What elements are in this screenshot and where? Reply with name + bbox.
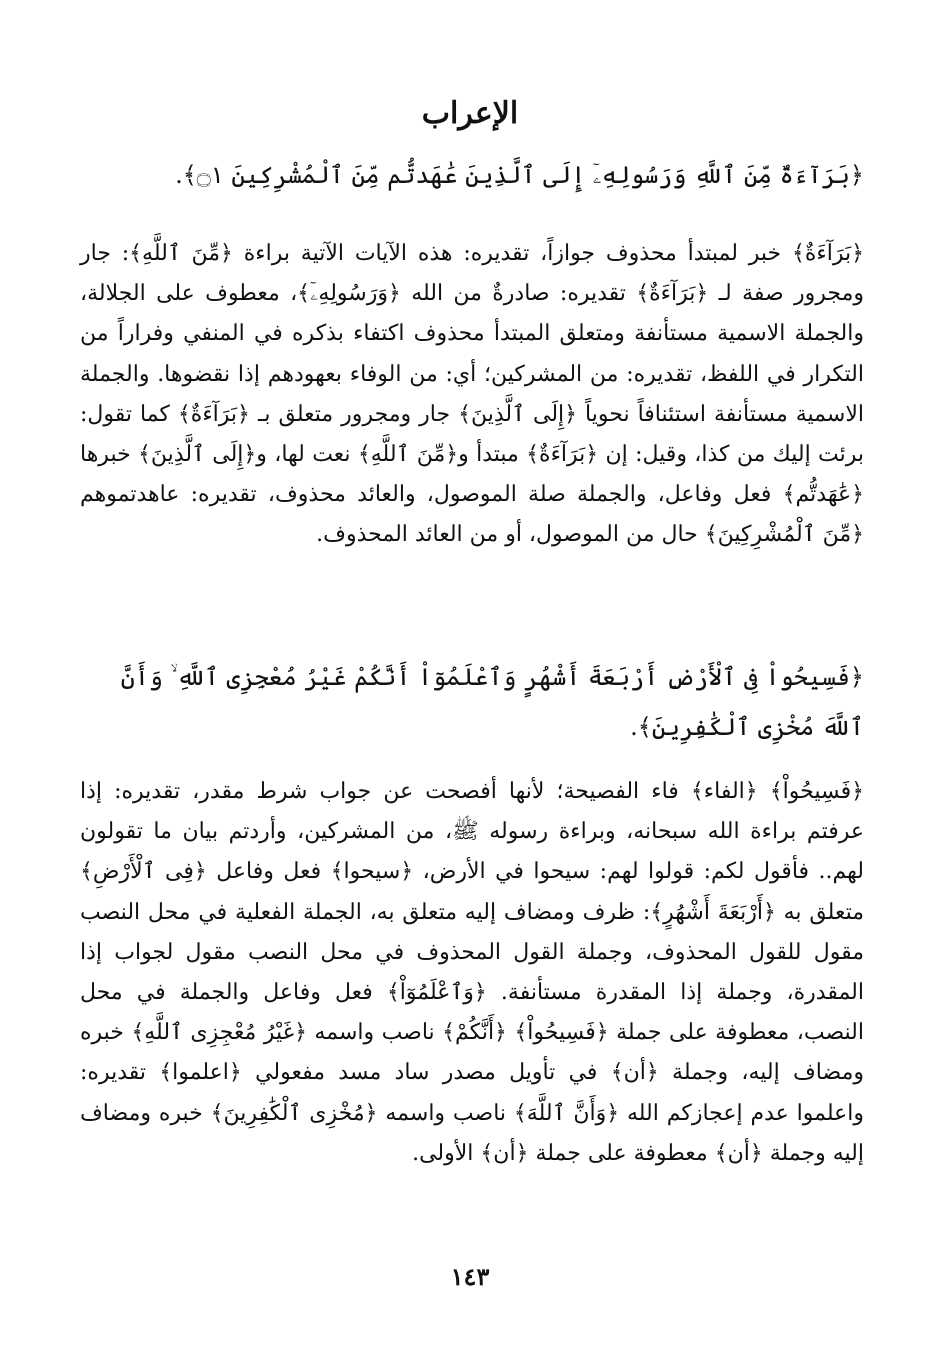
- quran-verse-1: ﴿بَرَآءَةٌ مِّنَ ٱللَّهِ وَرَسُولِهِۦٓ إِلَى ٱلَّذِينَ عَٰهَدتُّم مِّنَ ٱلْمُشْرِكِينَ ۝١﴾.: [175, 161, 864, 189]
- irab-paragraph-1: ﴿بَرَآءَةٌ﴾ خبر لمبتدأ محذوف جوازاً، تقديره: هذه الآيات الآتية براءة ﴿مِّنَ ٱللَّهِ﴾: جار ومجرور صفة لـ ﴿بَرَآءَةٌ﴾ تقديره: صادرةٌ من الله ﴿وَرَسُولِهِۦٓ﴾، معطوف على الجلالة، والجملة الاسمية مستأنفة ومتعلق المبتدأ محذوف اكتفاء بذكره في المنفي وفراراً من التكرار في اللفظ، تقديره: من المشركين؛ أي: من الوفاء بعهودهم إذا نقضوها. والجملة الاسمية مستأنفة استئنافاً نحوياً ﴿إِلَى ٱلَّذِينَ﴾ جار ومجرور متعلق بـ ﴿بَرَآءَةٌ﴾ كما تقول: برئت إليك من كذا، وقيل: إن ﴿بَرَآءَةٌ﴾ مبتدأ و﴿مِّنَ ٱللَّهِ﴾ نعت لها، و﴿إِلَى ٱلَّذِينَ﴾ خبرها ﴿عَٰهَدتُّم﴾ فعل وفاعل، والجملة صلة الموصول، والعائد محذوف، تقديره: عاهدتموهم ﴿مِّنَ ٱلْمُشْرِكِينَ﴾ حال من الموصول، أو من العائد المحذوف.: [80, 241, 864, 548]
- section-title: الإعراب: [421, 96, 519, 131]
- quran-verse-2: ﴿فَسِيحُواْ فِى ٱلْأَرْضِ أَرْبَعَةَ أَشْهُرٍ وَٱعْلَمُوٓاْ أَنَّكُمْ غَيْرُ مُعْجِزِى ٱللَّهِ ۙ وَأَنَّ ٱللَّهَ مُخْزِى ٱلْكَٰفِرِينَ﴾.: [120, 663, 864, 741]
- page-number: ١٤٣: [450, 1262, 490, 1291]
- irab-paragraph-2: ﴿فَسِيحُواْ﴾ ﴿الفاء﴾ فاء الفصيحة؛ لأنها أفصحت عن جواب شرط مقدر، تقديره: إذا عرفتم براءة الله سبحانه، وبراءة رسوله ﷺ، من المشركين، وأردتم بيان ما تقولون لهم.. فأقول لكم: قولوا لهم: سيحوا في الأرض، ﴿سيحوا﴾ فعل وفاعل ﴿فِى ٱلْأَرْضِ﴾ متعلق به ﴿أَرْبَعَةَ أَشْهُرٍ﴾: ظرف ومضاف إليه متعلق به، الجملة الفعلية في محل النصب مقول للقول المحذوف، وجملة القول المحذوف في محل النصب مقول لجواب إذا المقدرة، وجملة إذا المقدرة مستأنفة. ﴿وَٱعْلَمُوٓاْ﴾ فعل وفاعل والجملة في محل النصب، معطوفة على جملة ﴿فَسِيحُواْ﴾ ﴿أَنَّكُمْ﴾ ناصب واسمه ﴿غَيْرُ مُعْجِزِى ٱللَّهِ﴾ خبره ومضاف إليه، وجملة ﴿أن﴾ في تأويل مصدر ساد مسد مفعولي ﴿اعلموا﴾ تقديره: واعلموا عدم إعجازكم الله ﴿وَأَنَّ ٱللَّهَ﴾ ناصب واسمه ﴿مُخْزِى ٱلْكَٰفِرِينَ﴾ خبره ومضاف إليه وجملة ﴿أن﴾ معطوفة على جملة ﴿أن﴾ الأولى.: [80, 779, 864, 1166]
